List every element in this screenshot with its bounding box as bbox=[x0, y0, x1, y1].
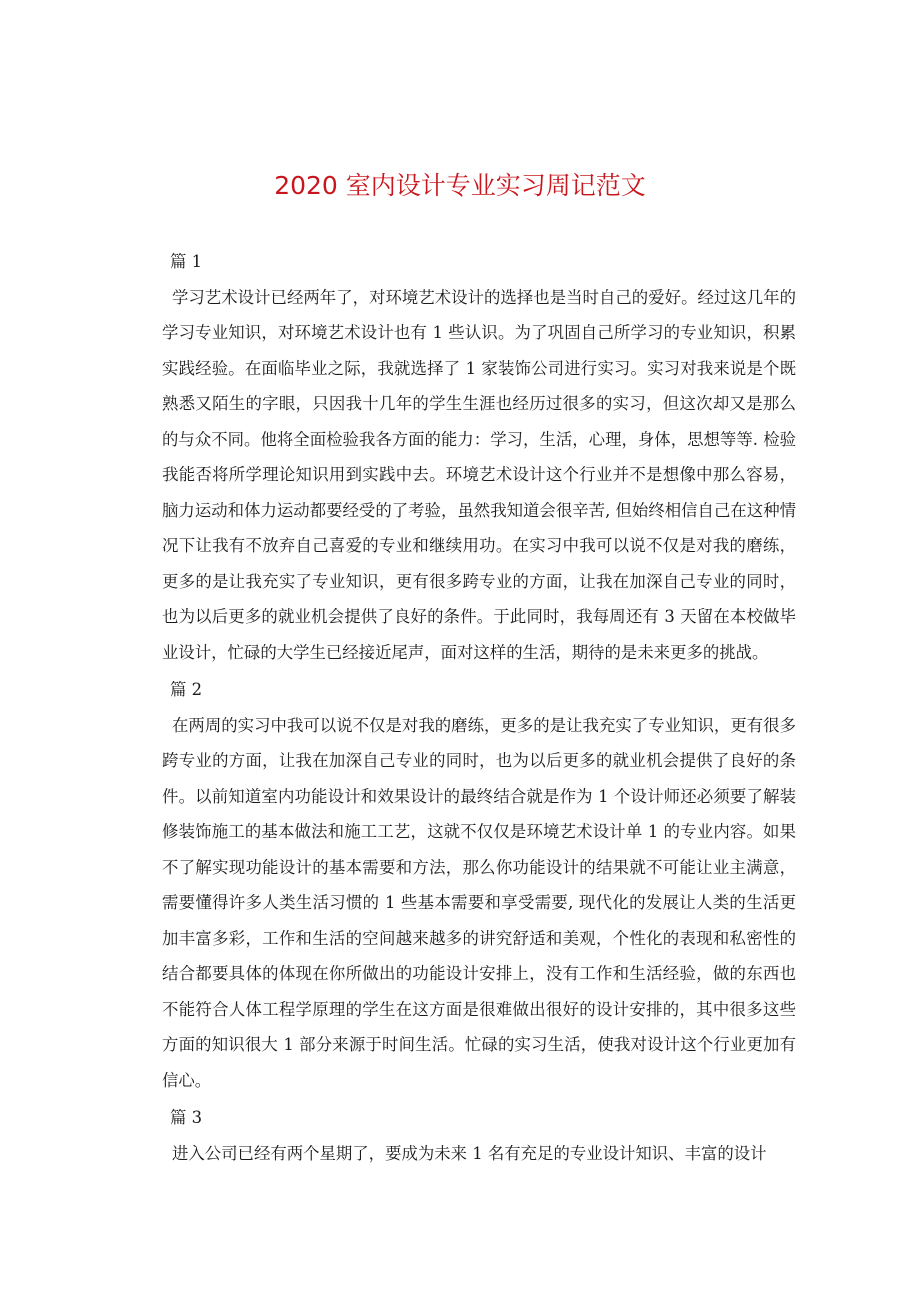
page-title: 2020 室内设计专业实习周记范文 bbox=[274, 171, 646, 200]
section-paragraph-1: 学习艺术设计已经两年了，对环境艺术设计的选择也是当时自己的爱好。经过这几年的学习专业知识，对环境艺术设计也有 1 些认识。为了巩固自己所学习的专业知识，积累实践经验。在面临毕业之际，我就选择了 1 家装饰公司进行实习。实习对我来说是个既熟悉又陌生的字眼，只因我十几年的学生生涯也经历过很多的实习，但这次却又是那么的与众不同。他将全面检验我各方面的能力：学习，生活，心理，身体，思想等等. 检验我能否将所学理论知识用到实践中去。环境艺术设计这个行业并不是想像中那么容易，脑力运动和体力运动都要经受的了考验，虽然我知道会很辛苦, 但始终相信自己在这种情况下让我有不放弃自己喜爱的专业和继续用功。在实习中我可以说不仅是对我的磨练，更多的是让我充实了专业知识，更有很多跨专业的方面，让我在加深自己专业的同时，也为以后更多的就业机会提供了良好的条件。于此同时，我每周还有 3 天留在本校做毕业设计，忙碌的大学生已经接近尾声，面对这样的生活，期待的是未来更多的挑战。 bbox=[162, 287, 796, 662]
document-body bbox=[162, 244, 796, 1173]
section-paragraph-3: 进入公司已经有两个星期了，要成为未来 1 名有充足的专业设计知识、丰富的设计 bbox=[172, 1143, 767, 1163]
section-heading-2: 篇 2 bbox=[170, 680, 203, 699]
section-paragraph-2: 在两周的实习中我可以说不仅是对我的磨练，更多的是让我充实了专业知识，更有很多跨专业的方面，让我在加深自己专业的同时，也为以后更多的就业机会提供了良好的条件。以前知道室内功能设计和效果设计的最终结合就是作为 1 个设计师还必须要了解装修装饰施工的基本做法和施工工艺，这就不仅仅是环境艺术设计单 1 的专业内容。如果不了解实现功能设计的基本需要和方法，那么你功能设计的结果就不可能让业主满意，需要懂得许多人类生活习惯的 1 些基本需要和享受需要, 现代化的发展让人类的生活更加丰富多彩，工作和生活的空间越来越多的讲究舒适和美观，个性化的表现和私密性的结合都要具体的体现在你所做出的功能设计安排上，没有工作和生活经验，做的东西也不能符合人体工程学原理的学生在这方面是很难做出很好的设计安排的，其中很多这些方面的知识很大 1 部分来源于时间生活。忙碌的实习生活，使我对设计这个行业更加有信心。 bbox=[162, 715, 796, 1090]
section-heading-1: 篇 1 bbox=[170, 252, 203, 271]
section-heading-3: 篇 3 bbox=[170, 1108, 203, 1127]
